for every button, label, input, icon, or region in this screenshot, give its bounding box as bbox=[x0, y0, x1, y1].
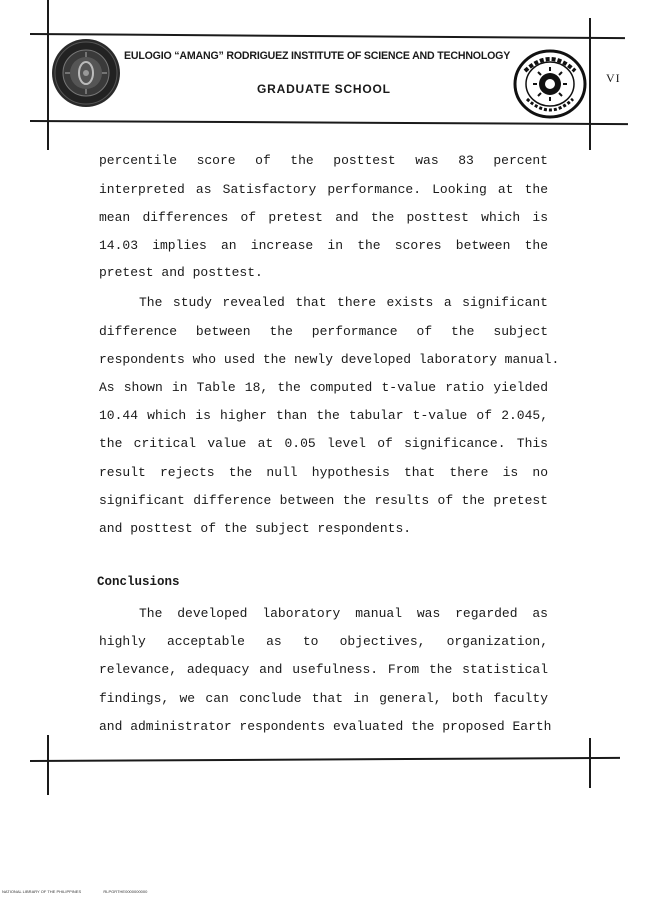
graduate-school-seal-logo bbox=[513, 49, 587, 119]
body-line: As shown in Table 18, the computed t-value ratio yielded bbox=[99, 380, 548, 395]
body-line: The study revealed that there exists a significant bbox=[139, 295, 548, 310]
body-line: findings, we can conclude that in general, both faculty bbox=[99, 691, 548, 706]
library-footer bbox=[2, 889, 147, 894]
document-code: RLPGRTHE0000000000 bbox=[103, 889, 148, 894]
body-line: interpreted as Satisfactory performance. Looking at the bbox=[99, 182, 548, 197]
left-margin-line-lower bbox=[47, 735, 49, 795]
header-bottom-rule bbox=[30, 120, 628, 125]
body-line: percentile score of the posttest was 83 percent bbox=[99, 153, 548, 168]
body-line: The developed laboratory manual was regarded as bbox=[139, 606, 548, 621]
body-line: and administrator respondents evaluated the proposed Earth bbox=[99, 719, 552, 734]
body-line: highly acceptable as to objectives, organization, bbox=[99, 634, 548, 649]
body-line: respondents who used the newly developed laboratory manual. bbox=[99, 352, 560, 367]
body-line: result rejects the null hypothesis that there is no bbox=[99, 465, 548, 480]
right-margin-line-lower bbox=[589, 738, 591, 788]
left-margin-line bbox=[47, 0, 49, 150]
page-number: VI bbox=[606, 71, 621, 85]
body-line: and posttest of the subject respondents. bbox=[99, 521, 412, 536]
graduate-school-label: GRADUATE SCHOOL bbox=[257, 82, 391, 96]
library-name: NATIONAL LIBRARY OF THE PHILIPPINES bbox=[2, 889, 82, 894]
body-line: significant difference between the results of the pretest bbox=[99, 493, 548, 508]
institution-seal-logo bbox=[52, 39, 120, 107]
footer-rule bbox=[30, 757, 620, 762]
section-heading-conclusions: Conclusions bbox=[97, 575, 180, 589]
body-line: 14.03 implies an increase in the scores between the bbox=[99, 238, 548, 253]
body-line: relevance, adequacy and usefulness. From the statistical bbox=[99, 662, 548, 677]
body-line: difference between the performance of the subject bbox=[99, 324, 548, 339]
institution-name: EULOGIO “AMANG” RODRIGUEZ INSTITUTE OF SCIENCE AND TECHNOLOGY bbox=[124, 50, 511, 62]
body-line: the critical value at 0.05 level of significance. This bbox=[99, 436, 548, 451]
body-line: mean differences of pretest and the posttest which is bbox=[99, 210, 548, 225]
body-line: 10.44 which is higher than the tabular t-value of 2.045, bbox=[99, 408, 548, 423]
body-line: pretest and posttest. bbox=[99, 265, 263, 280]
